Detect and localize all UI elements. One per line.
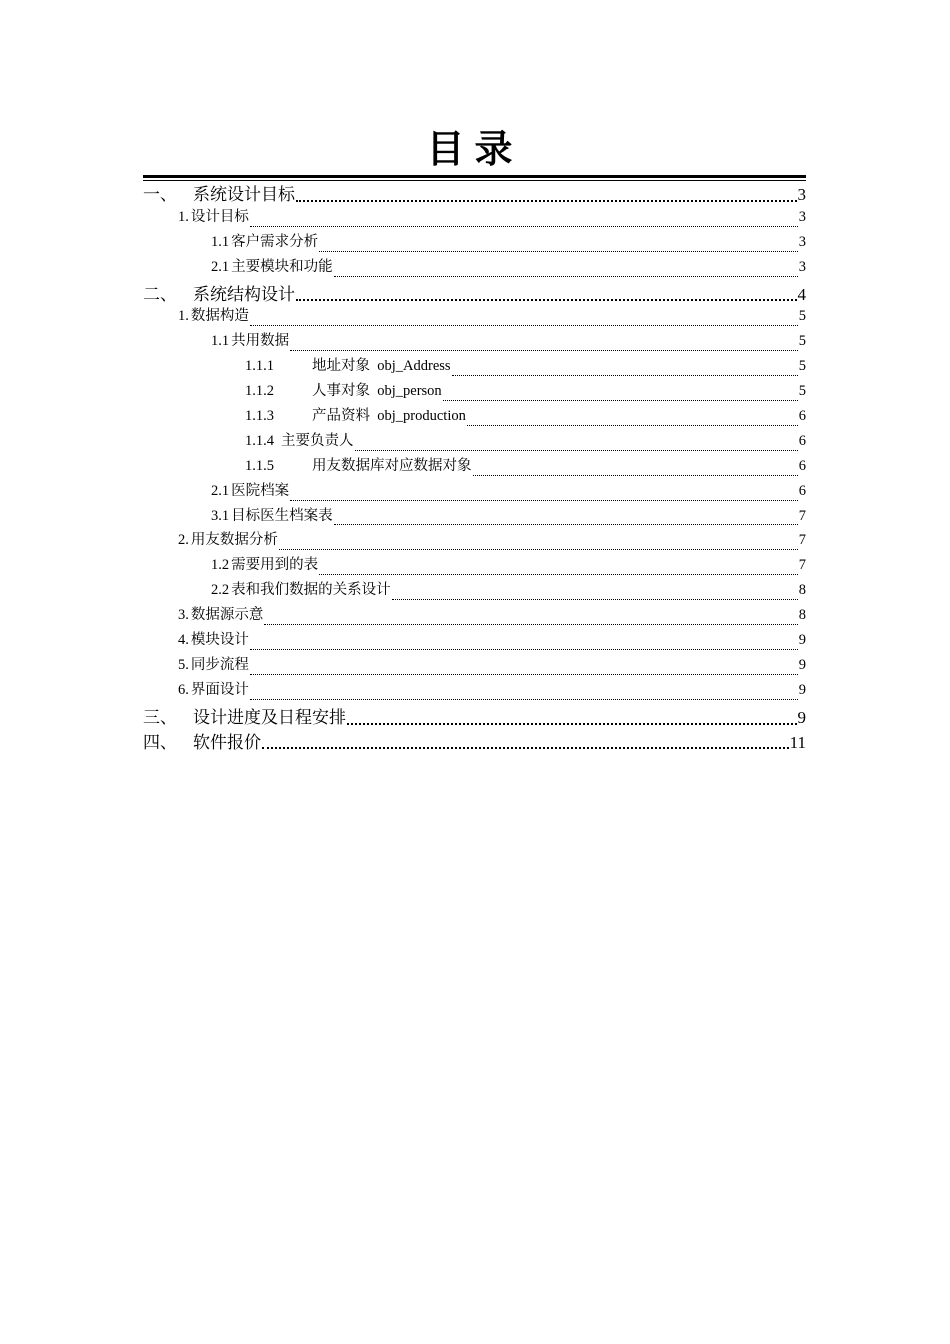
dot-leader <box>290 349 798 351</box>
toc-entry[interactable] <box>143 728 806 753</box>
dot-leader <box>279 548 798 550</box>
toc-entry-label: 模块设计 <box>190 632 249 649</box>
toc-entry[interactable] <box>143 528 806 553</box>
toc-entry-label: 产品资料 obj_production <box>312 408 466 425</box>
toc-entry-number: 2.1 <box>211 482 230 499</box>
dot-leader <box>262 746 789 749</box>
toc-entry-label: 设计目标 <box>190 208 249 225</box>
toc-entry-page: 7 <box>798 532 806 549</box>
dot-leader <box>296 298 797 301</box>
table-of-contents <box>143 180 806 752</box>
dot-leader <box>250 648 798 650</box>
toc-entry-number: 2.1 <box>211 258 230 275</box>
toc-entry-page: 8 <box>798 582 806 599</box>
toc-entry[interactable] <box>143 304 806 329</box>
toc-entry-page: 5 <box>798 333 806 350</box>
toc-entry-number: 1.2 <box>211 557 230 574</box>
toc-entry-page: 5 <box>798 308 806 325</box>
toc-entry[interactable] <box>143 180 806 205</box>
title-rule-thick <box>143 175 806 178</box>
toc-entry-label: 界面设计 <box>190 681 249 698</box>
toc-entry-label: 地址对象 obj_Address <box>312 358 451 375</box>
toc-entry-label: 主要负责人 <box>281 432 354 449</box>
toc-entry-label: 医院档案 <box>231 482 290 499</box>
toc-entry[interactable] <box>143 329 806 354</box>
toc-entry[interactable] <box>143 603 806 628</box>
dot-leader <box>250 698 798 700</box>
toc-entry-page: 6 <box>798 457 806 474</box>
toc-entry[interactable] <box>143 454 806 479</box>
toc-entry[interactable] <box>143 354 806 379</box>
toc-entry-page: 7 <box>798 557 806 574</box>
toc-entry-label: 软件报价 <box>193 732 261 752</box>
toc-entry-label: 数据构造 <box>190 308 249 325</box>
toc-entry-number: 1.1 <box>211 233 230 250</box>
toc-entry-number: 1.1.3 <box>245 408 274 425</box>
toc-entry-label: 人事对象 obj_person <box>312 383 442 400</box>
dot-leader <box>334 523 798 525</box>
toc-entry[interactable] <box>143 429 806 454</box>
dot-leader <box>250 673 798 675</box>
dot-leader <box>473 474 798 476</box>
toc-entry-page: 3 <box>798 233 806 250</box>
toc-entry-number: 2. <box>178 532 189 549</box>
toc-entry[interactable] <box>143 504 806 529</box>
toc-entry-page: 3 <box>797 185 806 204</box>
toc-entry-label: 表和我们数据的关系设计 <box>231 582 391 599</box>
toc-entry-number: 4. <box>178 632 189 649</box>
toc-entry-label: 系统结构设计 <box>193 284 295 304</box>
toc-entry-number: 5. <box>178 656 189 673</box>
toc-entry-page: 4 <box>797 284 806 304</box>
toc-entry-page: 6 <box>798 432 806 449</box>
toc-entry-page: 9 <box>798 681 806 698</box>
toc-entry-number: 6. <box>178 681 189 698</box>
toc-entry-label: 目标医生档案表 <box>231 507 333 524</box>
toc-entry[interactable] <box>143 479 806 504</box>
dot-leader <box>443 399 798 401</box>
dot-leader <box>264 623 797 625</box>
toc-entry[interactable] <box>143 404 806 429</box>
dot-leader <box>452 374 798 376</box>
toc-entry-number: 1.1.4 <box>245 432 274 449</box>
toc-entry-page: 11 <box>789 732 806 752</box>
toc-entry-number: 三、 <box>143 707 177 727</box>
dot-leader <box>347 722 797 725</box>
toc-entry[interactable] <box>143 578 806 603</box>
toc-entry[interactable] <box>143 678 806 703</box>
dot-leader <box>319 250 798 252</box>
toc-entry-page: 3 <box>798 258 806 275</box>
toc-entry-page: 5 <box>798 383 806 400</box>
toc-entry-page: 9 <box>798 656 806 673</box>
toc-entry[interactable] <box>143 230 806 255</box>
toc-entry-page: 7 <box>798 507 806 524</box>
toc-entry-label: 系统设计目标 <box>193 185 295 204</box>
toc-entry-page: 8 <box>798 607 806 624</box>
toc-entry-number: 1. <box>178 308 189 325</box>
dot-leader <box>392 598 798 600</box>
toc-entry-number: 1.1.5 <box>245 457 274 474</box>
toc-entry-number: 3.1 <box>211 507 230 524</box>
toc-entry-label: 用友数据分析 <box>190 532 278 549</box>
toc-entry-label: 用友数据库对应数据对象 <box>312 457 472 474</box>
toc-entry-page: 6 <box>798 408 806 425</box>
toc-entry[interactable] <box>143 379 806 404</box>
dot-leader <box>250 225 798 227</box>
toc-entry-label: 同步流程 <box>190 656 249 673</box>
toc-entry-number: 1.1 <box>211 333 230 350</box>
toc-entry-page: 9 <box>798 632 806 649</box>
toc-entry[interactable] <box>143 255 806 280</box>
toc-entry-number: 2.2 <box>211 582 230 599</box>
dot-leader <box>334 275 798 277</box>
toc-entry-number: 1.1.2 <box>245 383 274 400</box>
dot-leader <box>296 199 797 202</box>
toc-entry[interactable] <box>143 628 806 653</box>
toc-entry-label: 客户需求分析 <box>231 233 319 250</box>
toc-entry-label: 共用数据 <box>231 333 290 350</box>
toc-entry-page: 6 <box>798 482 806 499</box>
dot-leader <box>250 324 798 326</box>
toc-entry-label: 设计进度及日程安排 <box>193 707 346 727</box>
dot-leader <box>467 424 798 426</box>
dot-leader <box>290 499 798 501</box>
toc-entry-label: 主要模块和功能 <box>231 258 333 275</box>
toc-entry-number: 1. <box>178 208 189 225</box>
toc-entry-number: 一、 <box>143 185 177 204</box>
toc-entry-number: 3. <box>178 607 189 624</box>
toc-entry-number: 二、 <box>143 284 177 304</box>
toc-entry-number: 四、 <box>143 732 177 752</box>
toc-entry[interactable] <box>143 280 806 305</box>
toc-entry-page: 5 <box>798 358 806 375</box>
toc-entry[interactable] <box>143 653 806 678</box>
toc-entry-page: 3 <box>798 208 806 225</box>
toc-entry-page: 9 <box>797 707 806 727</box>
toc-entry[interactable] <box>143 703 806 728</box>
toc-entry[interactable] <box>143 553 806 578</box>
page-title: 目录 <box>426 129 523 171</box>
dot-leader <box>319 573 798 575</box>
toc-entry-number: 1.1.1 <box>245 358 274 375</box>
toc-entry-label: 需要用到的表 <box>231 557 319 574</box>
toc-entry[interactable] <box>143 205 806 230</box>
dot-leader <box>355 449 798 451</box>
toc-entry-label: 数据源示意 <box>190 607 264 624</box>
